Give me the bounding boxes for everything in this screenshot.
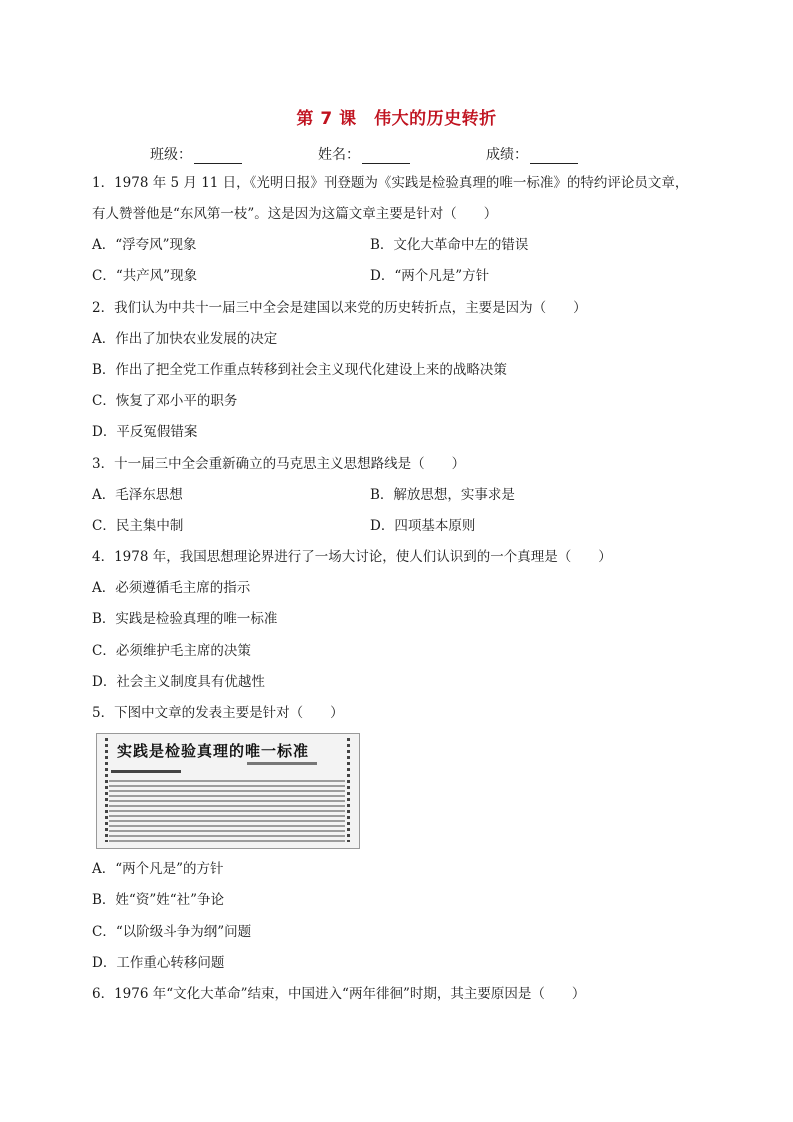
question-1-option-a: A．“浮夸风”现象 <box>92 237 197 253</box>
question-5-option-a: A．“两个凡是”的方针 <box>92 861 224 877</box>
figure-column-rule-left <box>105 738 108 842</box>
question-1-option-b: B．文化大革命中左的错误 <box>370 237 529 253</box>
figure-body-text <box>109 780 345 844</box>
class-label: 班级： <box>150 147 192 163</box>
question-1-stem-line2: 有人赞誉他是“东风第一枝”。这是因为这篇文章主要是针对（ ） <box>92 206 498 222</box>
question-3-option-d: D．四项基本原则 <box>370 518 476 534</box>
figure-subheading <box>111 770 181 773</box>
question-3-option-b: B．解放思想，实事求是 <box>370 487 515 503</box>
question-5-option-c: C．“以阶级斗争为纲”问题 <box>92 924 252 940</box>
name-label: 姓名： <box>318 147 360 163</box>
question-3-option-c: C．民主集中制 <box>92 518 184 534</box>
question-2-stem: 2．我们认为中共十一届三中全会是建国以来党的历史转折点，主要是因为（ ） <box>92 300 587 316</box>
score-blank[interactable] <box>530 149 578 164</box>
question-4-option-d: D．社会主义制度具有优越性 <box>92 674 265 690</box>
question-5-stem: 5．下图中文章的发表主要是针对（ ） <box>92 705 344 721</box>
question-4-option-b: B．实践是检验真理的唯一标准 <box>92 611 278 627</box>
question-2-option-a: A．作出了加快农业发展的决定 <box>92 331 278 347</box>
score-field <box>486 144 578 164</box>
question-3-stem: 3．十一届三中全会重新确立的马克思主义思想路线是（ ） <box>92 456 466 472</box>
question-4-option-c: C．必须维护毛主席的决策 <box>92 643 251 659</box>
question-5-option-b: B．姓“资”姓“社”争论 <box>92 892 225 908</box>
question-3-option-a: A．毛泽东思想 <box>92 487 183 503</box>
question-1-option-d: D．“两个凡是”方针 <box>370 268 490 284</box>
figure-byline <box>247 762 317 765</box>
question-5-option-d: D．工作重心转移问题 <box>92 955 225 971</box>
page-title: 第 7 课 伟大的历史转折 <box>296 109 497 129</box>
question-4-option-a: A．必须遵循毛主席的指示 <box>92 580 251 596</box>
question-2-option-b: B．作出了把全党工作重点转移到社会主义现代化建设上来的战略决策 <box>92 362 507 378</box>
question-1-option-c: C．“共产风”现象 <box>92 268 198 284</box>
name-field <box>318 144 410 164</box>
question-2-option-d: D．平反冤假错案 <box>92 424 198 440</box>
question-2-option-c: C．恢复了邓小平的职务 <box>92 393 238 409</box>
question-6-stem: 6．1976 年“文化大革命”结束，中国进入“两年徘徊”时期，其主要原因是（ ） <box>92 986 586 1002</box>
figure-column-rule-right <box>347 738 350 842</box>
figure-headline: 实践是检验真理的唯一标准 <box>117 742 310 760</box>
name-blank[interactable] <box>362 149 410 164</box>
score-label: 成绩： <box>486 147 528 163</box>
question-4-stem: 4．1978 年，我国思想理论界进行了一场大讨论，使人们认识到的一个真理是（ ） <box>92 549 612 565</box>
class-blank[interactable] <box>194 149 242 164</box>
newspaper-figure <box>96 733 360 849</box>
question-1-stem-line1: 1．1978 年 5 月 11 日，《光明日报》刊登题为《实践是检验真理的唯一标准》的特约评论员文章， <box>92 175 689 191</box>
class-field <box>150 144 242 164</box>
student-info-row <box>150 144 650 164</box>
